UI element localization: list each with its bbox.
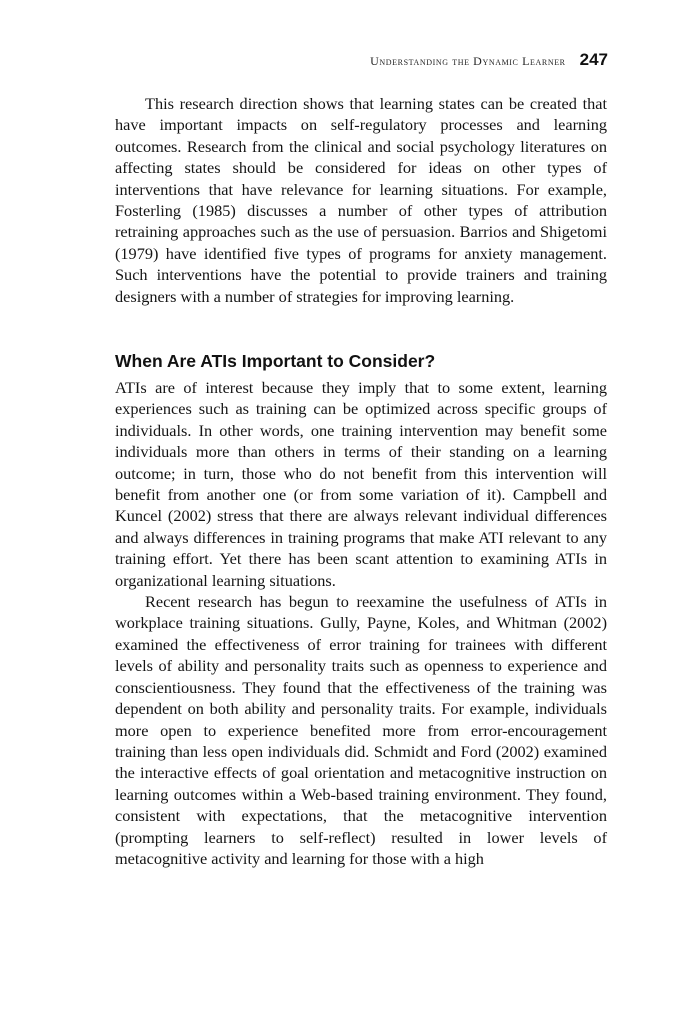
running-title: Understanding the Dynamic Learner bbox=[370, 54, 566, 68]
running-head bbox=[370, 50, 608, 70]
section-body bbox=[115, 377, 607, 869]
paragraph-recent-research: Recent research has begun to reexamine the usefulness of ATIs in workplace training situations. Gully, Payne, Koles, and Whitman (2002) examined the effectiveness of error training for trainees with different levels of ability and personality traits such as openness to experience and conscientiousness. They found that the effectiveness of the training was dependent on both ability and personality traits. For example, individuals more open to experience benefited more from error-encouragement training than less open individuals did. Schmidt and Ford (2002) examined the interactive effects of goal orientation and metacognitive instruction on learning outcomes within a Web-based training environment. They found, consistent with expectations, that the metacognitive intervention (prompting learners to self-reflect) resulted in lower levels of metacognitive activity and learning for those with a high bbox=[115, 592, 607, 868]
paragraph-atis-interest: ATIs are of interest because they imply that to some extent, learning experiences such as training can be optimized across specific groups of individuals. In other words, one training intervention may benefit some individuals more than others in terms of their standing on a learning outcome; in turn, those who do not benefit from this intervention will benefit from another one (or from some variation of it). Campbell and Kuncel (2002) stress that there are always relevant individual differences and always differences in training programs that make ATI relevant to any training effort. Yet there has been scant attention to examining ATIs in organizational learning situations. bbox=[115, 378, 607, 590]
section-heading: When Are ATIs Important to Consider? bbox=[115, 351, 436, 371]
paragraph-intro: This research direction shows that learning states can be created that have important impacts on self-regulatory processes and learning outcomes. Research from the clinical and social psychology literatures on affecting states should be considered for ideas on other types of interventions that have relevance for learning situations. For example, Fosterling (1985) discusses a number of other types of attribution retraining approaches such as the use of persuasion. Barrios and Shigetomi (1979) have identified five types of programs for anxiety management. Such interventions have the potential to provide trainers and training designers with a number of strategies for improving learning. bbox=[115, 94, 607, 306]
page-number: 247 bbox=[579, 50, 608, 69]
intro-block bbox=[115, 93, 607, 307]
